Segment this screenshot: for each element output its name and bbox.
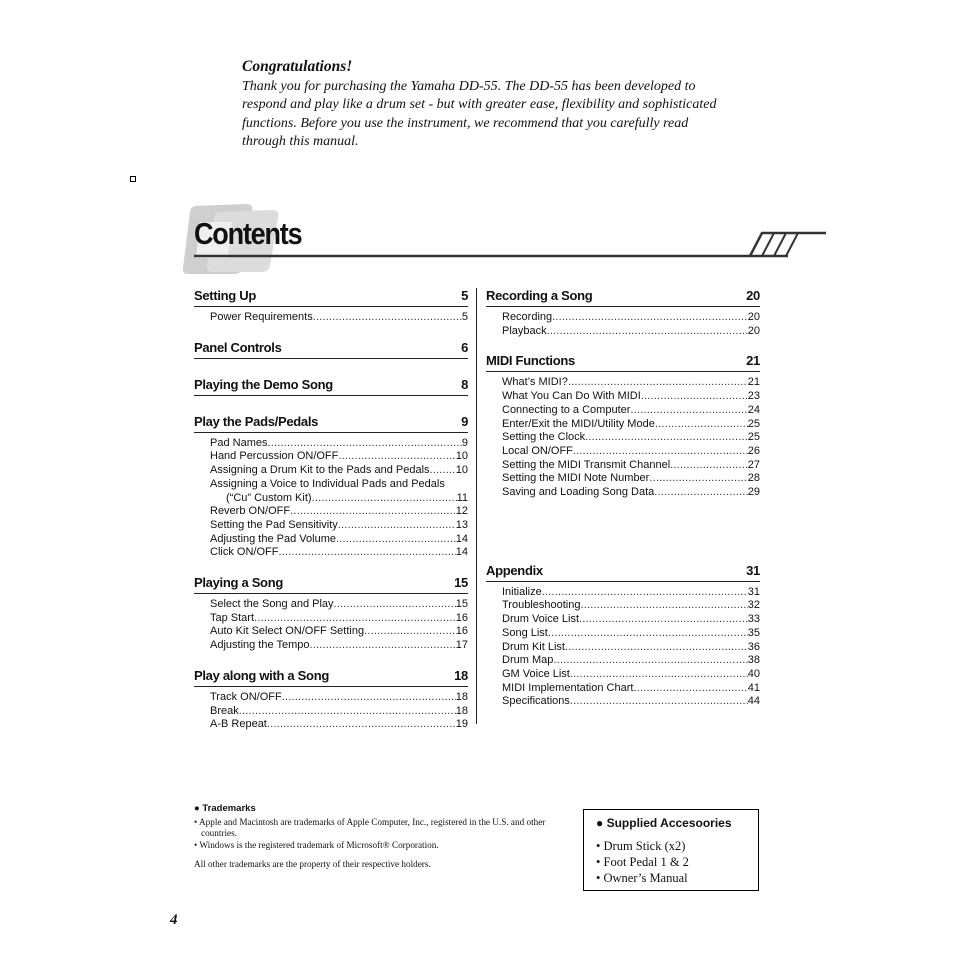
section-page: 20 xyxy=(746,288,760,303)
section-heading[interactable] xyxy=(486,563,760,582)
toc-entry[interactable]: What You Can Do With MIDI ..... 23 xyxy=(502,390,760,404)
section-heading[interactable] xyxy=(486,353,760,372)
contents-header xyxy=(180,200,830,280)
accessories-heading: ● Supplied Accesoories xyxy=(596,816,732,830)
toc-entry[interactable]: GM Voice List ..... 40 xyxy=(502,668,760,682)
trademark-item: • Apple and Macintosh are trademarks of Apple Computer, Inc., registered in the U.S. and other countries. xyxy=(194,817,546,839)
toc-entry[interactable]: Hand Percussion ON/OFF ..... 10 xyxy=(210,450,468,464)
section-heading[interactable] xyxy=(486,288,760,307)
toc-entry[interactable]: Break ..... 18 xyxy=(210,705,468,719)
intro-text: Thank you for purchasing the Yamaha DD-55. The DD-55 has been developed to respond and play like a drum set - but with greater ease, flexibility and sophisticated functions. Before you use the instrument, we recommend that you carefully read through this manual. xyxy=(242,79,717,149)
toc-entry[interactable]: Saving and Loading Song Data ..... 29 xyxy=(502,486,760,500)
toc-entry[interactable]: Setting the MIDI Transmit Channel ..... 27 xyxy=(502,459,760,473)
toc-entry[interactable]: Setting the Clock ..... 25 xyxy=(502,431,760,445)
toc-entry[interactable]: Playback ..... 20 xyxy=(502,325,760,339)
column-divider xyxy=(476,288,477,724)
toc-entry[interactable]: (“Cu” Custom Kit) ..... 11 xyxy=(210,492,468,506)
section-title: Playing a Song xyxy=(194,575,283,591)
bullet-icon: ● xyxy=(596,816,604,830)
toc-entry[interactable]: Adjusting the Tempo ..... 17 xyxy=(210,639,468,653)
section-title: Panel Controls xyxy=(194,339,282,355)
toc-entry[interactable]: A-B Repeat ..... 19 xyxy=(210,718,468,732)
section-heading[interactable] xyxy=(194,377,468,396)
section-play-along xyxy=(194,668,468,732)
section-heading[interactable] xyxy=(194,668,468,687)
marker-square xyxy=(130,176,136,182)
trademarks-footer: All other trademarks are the property of their respective holders. xyxy=(194,859,431,870)
toc-entry[interactable]: Assigning a Voice to Individual Pads and Pedals xyxy=(210,477,445,490)
contents-title: Contents xyxy=(194,217,302,251)
toc-entry[interactable]: Select the Song and Play ..... 15 xyxy=(210,598,468,612)
toc-entry[interactable]: Enter/Exit the MIDI/Utility Mode ..... 25 xyxy=(502,418,760,432)
toc-entry[interactable]: Connecting to a Computer ..... 24 xyxy=(502,404,760,418)
section-title: Play the Pads/Pedals xyxy=(194,413,319,429)
toc-entry[interactable]: Click ON/OFF ..... 14 xyxy=(210,546,468,560)
section-title: Playing the Demo Song xyxy=(194,376,333,392)
toc-entry[interactable]: Troubleshooting ..... 32 xyxy=(502,599,760,613)
section-page: 5 xyxy=(461,288,468,303)
trademark-item: • Windows is the registered trademark of Microsoft® Corporation. xyxy=(194,839,439,850)
section-page: 21 xyxy=(746,353,760,369)
accessory-item: • Drum Stick (x2) xyxy=(596,839,686,853)
trademarks-block xyxy=(194,803,574,869)
section-setting-up xyxy=(194,288,468,325)
contents-right-column xyxy=(486,288,760,709)
section-page: 8 xyxy=(461,376,468,392)
section-title: Recording a Song xyxy=(486,288,593,303)
section-heading[interactable] xyxy=(194,575,468,594)
section-page: 6 xyxy=(461,339,468,355)
section-appendix xyxy=(486,563,760,709)
toc-entry[interactable]: Local ON/OFF ..... 26 xyxy=(502,445,760,459)
accessory-item: • Owner’s Manual xyxy=(596,871,688,885)
toc-entry[interactable]: MIDI Implementation Chart ..... 41 xyxy=(502,682,760,696)
toc-entry[interactable]: Specifications ..... 44 xyxy=(502,695,760,709)
section-title: MIDI Functions xyxy=(486,353,575,369)
section-heading[interactable] xyxy=(194,340,468,359)
intro-title: Congratulations! xyxy=(242,58,353,75)
toc-entry[interactable]: Adjusting the Pad Volume ..... 14 xyxy=(210,533,468,547)
toc-entry[interactable]: Drum Kit List ..... 36 xyxy=(502,641,760,655)
section-heading[interactable] xyxy=(194,288,468,307)
section-title: Setting Up xyxy=(194,288,256,303)
section-title: Play along with a Song xyxy=(194,667,329,683)
supplied-accessories-box xyxy=(583,809,759,891)
toc-entry[interactable]: Track ON/OFF ..... 18 xyxy=(210,691,468,705)
bullet-icon: ● xyxy=(194,803,200,814)
section-playing-demo-song xyxy=(194,377,468,396)
toc-entry[interactable]: Pad Names ..... 9 xyxy=(210,437,468,451)
toc-entry[interactable]: Assigning a Drum Kit to the Pads and Pedals ..... 10 xyxy=(210,464,468,478)
section-title: Appendix xyxy=(486,562,543,578)
toc-entry[interactable]: Tap Start ..... 16 xyxy=(210,612,468,626)
section-midi-functions xyxy=(486,353,760,499)
contents-left-column xyxy=(194,288,468,732)
toc-entry[interactable]: Setting the Pad Sensitivity ..... 13 xyxy=(210,519,468,533)
toc-entry[interactable]: Recording ..... 20 xyxy=(502,311,760,325)
toc-entry[interactable]: Initialize ..... 31 xyxy=(502,586,760,600)
toc-entry[interactable]: What’s MIDI? ..... 21 xyxy=(502,376,760,390)
intro-block xyxy=(242,58,732,151)
section-page: 18 xyxy=(454,667,468,683)
section-recording-a-song xyxy=(486,288,760,338)
contents-rule xyxy=(180,200,830,280)
toc-entry[interactable]: Auto Kit Select ON/OFF Setting ..... 16 xyxy=(210,625,468,639)
toc-entry[interactable]: Song List ..... 35 xyxy=(502,627,760,641)
toc-entry[interactable]: Power Requirements ..... 5 xyxy=(210,311,468,325)
section-play-pads-pedals xyxy=(194,414,468,560)
trademarks-heading: ● Trademarks xyxy=(194,803,256,814)
section-page: 9 xyxy=(461,413,468,429)
page-number: 4 xyxy=(170,912,178,928)
section-playing-a-song xyxy=(194,575,468,653)
toc-entry[interactable]: Setting the MIDI Note Number ..... 28 xyxy=(502,472,760,486)
section-panel-controls xyxy=(194,340,468,359)
section-page: 15 xyxy=(454,575,468,591)
section-page: 31 xyxy=(746,562,760,578)
toc-entry[interactable]: Drum Voice List ..... 33 xyxy=(502,613,760,627)
section-heading[interactable] xyxy=(194,414,468,433)
toc-entry[interactable]: Reverb ON/OFF ..... 12 xyxy=(210,505,468,519)
accessory-item: • Foot Pedal 1 & 2 xyxy=(596,855,689,869)
toc-entry[interactable]: Drum Map ..... 38 xyxy=(502,654,760,668)
